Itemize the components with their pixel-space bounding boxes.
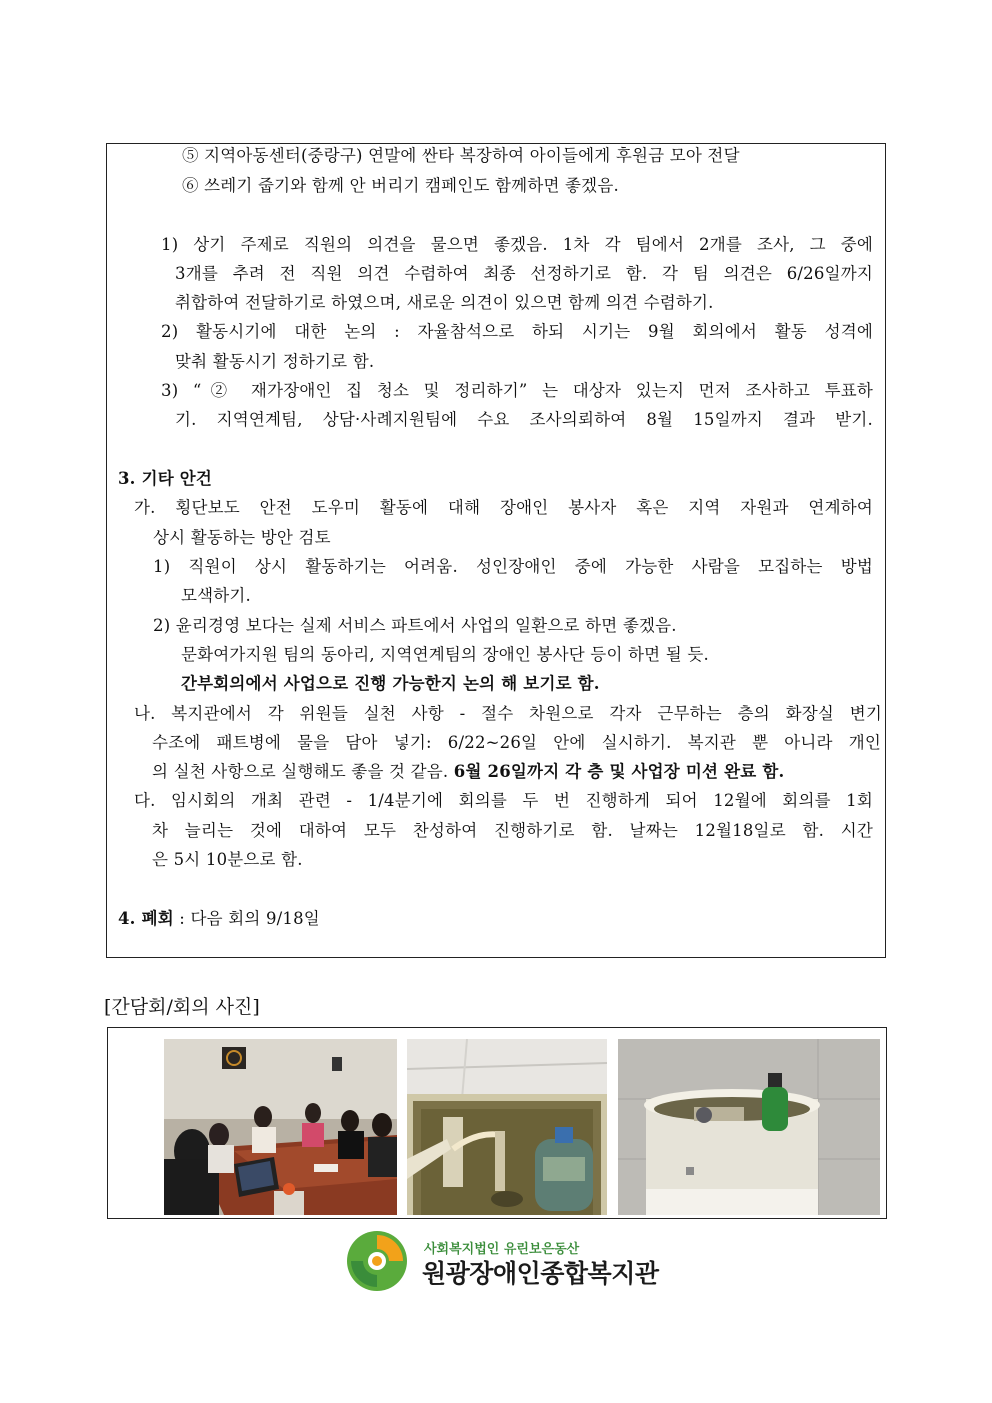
discussion-line: 1) 상기 주제로 직원의 의견을 물으면 좋겠음. 1차 각 팀에서 2개를 조사, 그 중에 [161, 235, 873, 254]
da-line: 차 늘리는 것에 대하여 모두 찬성하여 진행하기로 함. 날짜는 12월18일로 함. 시간 [152, 821, 873, 840]
discussion-line: 2) 활동시기에 대한 논의 : 자율참석으로 하되 시기는 9월 회의에서 활동 성격에 [161, 322, 873, 341]
discussion-line: 맞춰 활동시기 정하기로 함. [175, 352, 375, 371]
item-6: ⑥ 쓰레기 줍기와 함께 안 버리기 캠페인도 함께하면 좋겠음. [182, 176, 619, 195]
ga-line: 문화여가지원 팀의 동아리, 지역연계팀의 장애인 봉사단 등이 하면 될 듯. [181, 645, 709, 664]
ga-line: 상시 활동하는 방안 검토 [153, 528, 331, 547]
closing-text: : 다음 회의 9/18일 [173, 909, 320, 928]
na-text: 의 실천 사항으로 실행해도 좋을 것 같음. [152, 762, 454, 781]
discussion-line: 기. 지역연계팀, 상담·사례지원팀에 수요 조사의뢰하여 8월 15일까지 결과 받기. [175, 410, 873, 429]
na-line [152, 761, 784, 783]
toilet-tank-photo-2 [618, 1039, 880, 1215]
toilet-tank-photo-1 [407, 1039, 607, 1215]
ga-line: 가. 횡단보도 안전 도우미 활동에 대해 장애인 봉사자 혹은 지역 자원과 연계하여 [134, 498, 873, 517]
ga-conclusion: 간부회의에서 사업으로 진행 가능한지 논의 해 보기로 함. [181, 674, 600, 693]
closing [118, 908, 320, 930]
photos-title: [간담회/회의 사진] [104, 996, 260, 1018]
item-5: ⑤ 지역아동센터(중랑구) 연말에 싼타 복장하여 아이들에게 후원금 모아 전달 [182, 146, 740, 165]
section3-title: 3. 기타 안건 [118, 469, 213, 488]
photos-box [107, 1027, 887, 1219]
da-line: 은 5시 10분으로 함. [152, 850, 303, 869]
na-line: 나. 복지관에서 각 위원들 실천 사항 - 절수 차원으로 각자 근무하는 층의 화장실 변기 [134, 704, 882, 723]
discussion-line: 3개를 추려 전 직원 의견 수렴하여 최종 선정하기로 함. 각 팀 의견은 6/26일까지 [175, 264, 873, 283]
da-line: 다. 임시회의 개최 관련 - 1/4분기에 회의를 두 번 진행하게 되어 12월에 회의를 1회 [134, 791, 873, 810]
discussion-line: 3) “② 재가장애인 집 청소 및 정리하기” 는 대상자 있는지 먼저 조사하고 투표하 [161, 381, 873, 400]
org-subtitle: 사회복지법인 유린보은동산 [424, 1242, 580, 1257]
closing-label: 4. 폐회 [118, 909, 174, 928]
org-name: 원광장애인종합복지관 [422, 1259, 659, 1288]
na-bold: 6월 26일까지 각 층 및 사업장 미션 완료 함. [453, 762, 785, 781]
meeting-photo [164, 1039, 397, 1215]
ga-line: 1) 직원이 상시 활동하기는 어려움. 성인장애인 중에 가능한 사람을 모집하는 방법 [153, 557, 873, 576]
na-line: 수조에 패트병에 물을 담아 넣기: 6/22~26일 안에 실시하기. 복지관 뿐 아니라 개인 [152, 733, 881, 752]
ga-line: 2) 윤리경영 보다는 실제 서비스 파트에서 사업의 일환으로 하면 좋겠음. [153, 616, 677, 635]
ga-line: 모색하기. [181, 586, 252, 605]
discussion-line: 취합하여 전달하기로 하였으며, 새로운 의견이 있으면 함께 의견 수렴하기. [175, 293, 714, 312]
